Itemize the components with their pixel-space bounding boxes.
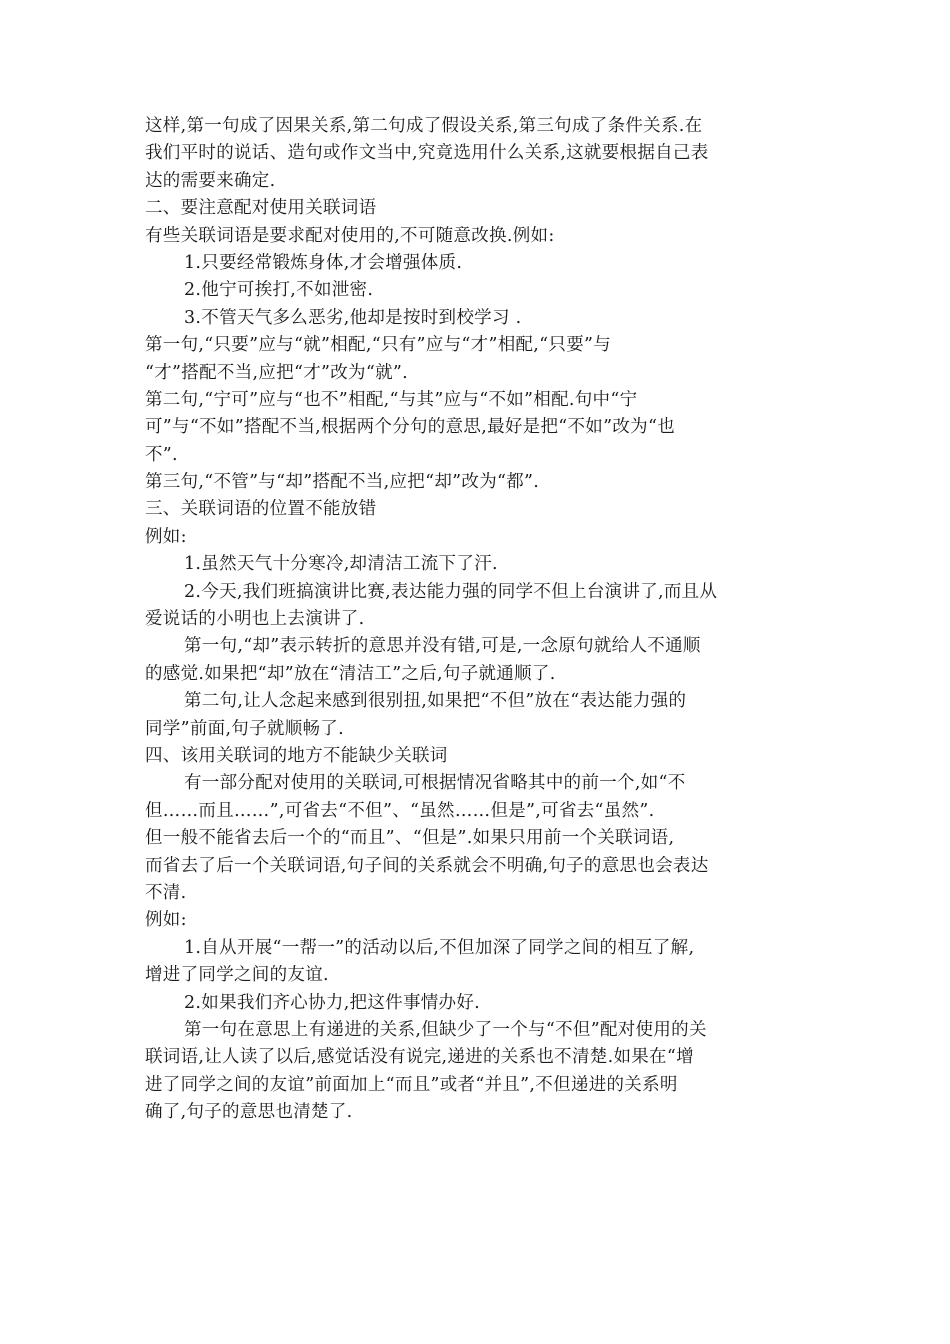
- text-line: 第一句,“只要”应与“就”相配,“只有”应与“才”相配,“只要”与: [145, 335, 612, 356]
- text-line: 这样,第一句成了因果关系,第二句成了假设关系,第三句成了条件关系.在: [145, 116, 703, 136]
- text-line: 可”与“不如”搭配不当,根据两个分句的意思,最好是把“不如”改为“也: [145, 417, 676, 438]
- text-line: 四、该用关联词的地方不能缺少关联词: [145, 745, 448, 766]
- text-line: “才”搭配不当,应把“才”改为“就”.: [145, 362, 409, 383]
- text-line: 爱说话的小明也上去演讲了.: [145, 609, 365, 630]
- text-line: 第二句,“宁可”应与“也不”相配,“与其”应与“不如”相配.句中“宁: [145, 389, 638, 410]
- text-line: 1.自从开展“一帮一”的活动以后,不但加深了同学之间的相互了解,: [184, 937, 695, 958]
- document-page: [145, 113, 817, 1126]
- text-line: 进了同学之间的友谊”前面加上“而且”或者“并且”,不但递进的关系明: [145, 1074, 678, 1095]
- text-line: 有些关联词语是要求配对使用的,不可随意改换.例如:: [145, 225, 555, 246]
- text-line: 第一句,“却”表示转折的意思并没有错,可是,一念原句就给人不通顺: [184, 636, 701, 657]
- text-line: 而省去了后一个关联词语,句子间的关系就会不明确,句子的意思也会表达: [145, 855, 709, 876]
- text-line: 1.只要经常锻炼身体,才会增强体质.: [184, 252, 463, 273]
- text-line: 但一般不能省去后一个的“而且”、“但是”.如果只用前一个关联词语,: [145, 828, 675, 849]
- text-line: 不”.: [145, 444, 178, 465]
- text-line: 同学”前面,句子就顺畅了.: [145, 718, 344, 739]
- text-line: 不清.: [145, 882, 187, 903]
- text-line: 我们平时的说话、造句或作文当中,究竟选用什么关系,这就要根据自己表: [145, 143, 709, 164]
- text-line: 的感觉.如果把“却”放在“清洁工”之后,句子就通顺了.: [145, 663, 556, 684]
- text-line: 三、关联词语的位置不能放错: [145, 499, 377, 520]
- text-line: 第三句,“不管”与“却”搭配不当,应把“却”改为“都”.: [145, 472, 540, 493]
- text-line: 第二句,让人念起来感到很别扭,如果把“不但”放在“表达能力强的: [184, 691, 687, 712]
- text-line: 达的需要来确定.: [145, 170, 276, 191]
- text-line: 确了,句子的意思也清楚了.: [145, 1102, 353, 1123]
- text-line: 1.虽然天气十分寒冷,却清洁工流下了汗.: [184, 554, 498, 575]
- text-line: 但……而且……”,可省去“不但”、“虽然……但是”,可省去“虽然”.: [145, 800, 655, 821]
- text-line: 2.今天,我们班搞演讲比赛,表达能力强的同学不但上台演讲了,而且从: [184, 581, 718, 602]
- text-line: 例如:: [145, 526, 187, 547]
- text-line: 2.他宁可挨打,不如泄密.: [184, 280, 374, 301]
- text-line: 例如:: [145, 910, 187, 931]
- text-line: 2.如果我们齐心协力,把这件事情办好.: [184, 992, 481, 1013]
- text-line: 二、要注意配对使用关联词语: [145, 198, 377, 219]
- text-line: 有一部分配对使用的关联词,可根据情况省略其中的前一个,如“不: [184, 773, 686, 794]
- text-line: 增进了同学之间的友谊.: [145, 965, 329, 986]
- text-line: 联词语,让人读了以后,感觉话没有说完,递进的关系也不清楚.如果在“增: [145, 1047, 694, 1068]
- text-line: 3.不管天气多么恶劣,他却是按时到校学习 .: [184, 307, 522, 328]
- text-line: 第一句在意思上有递进的关系,但缺少了一个与“不但”配对使用的关: [184, 1019, 707, 1040]
